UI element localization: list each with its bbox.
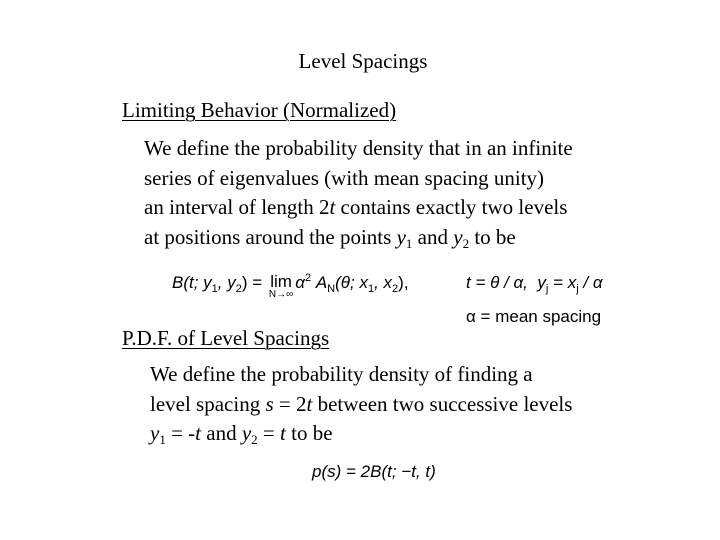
- slide-title: Level Spacings: [298, 49, 428, 73]
- paragraph-line: at positions around the points $y_1$ and $y_2$ to be: [144, 224, 516, 251]
- limit-operator: lim N→∞: [268, 272, 294, 300]
- formula-definition-alpha: α = mean spacing: [466, 307, 602, 326]
- paragraph-line: series of eigenvalues (with mean spacing unity): [144, 165, 545, 190]
- paragraph-pdf-level-spacings: [150, 360, 572, 449]
- paragraph-line: We define the probability density of finding a: [150, 362, 533, 386]
- paragraph-line: level spacing s = 2t between two successive levels: [150, 391, 573, 416]
- section-heading-pdf-level-spacings: P.D.F. of Level Spacings: [122, 326, 330, 350]
- formula-definition-t-y: t = θ / α, $y_j = x_j / \alpha$: [466, 273, 603, 295]
- section-heading-limiting-behavior: Limiting Behavior (Normalized): [122, 98, 397, 122]
- paragraph-line: We define the probability density that in an infinite: [144, 136, 573, 160]
- paragraph-line: $y_1 = -t$ and $y_2 = t$ to be: [150, 421, 333, 447]
- paragraph-limiting-behavior: [144, 134, 573, 252]
- formula-pdf: p(s) = 2B(t; −t, t): [312, 462, 436, 481]
- paragraph-line: an interval of length 2t contains exactly two levels: [144, 195, 568, 219]
- formula-b-limit: B(t; $y_1$, $y_2$) = lim N→∞ $\alpha^2$ $A_N(\theta$; $x_1$, $x_2$),: [172, 272, 409, 300]
